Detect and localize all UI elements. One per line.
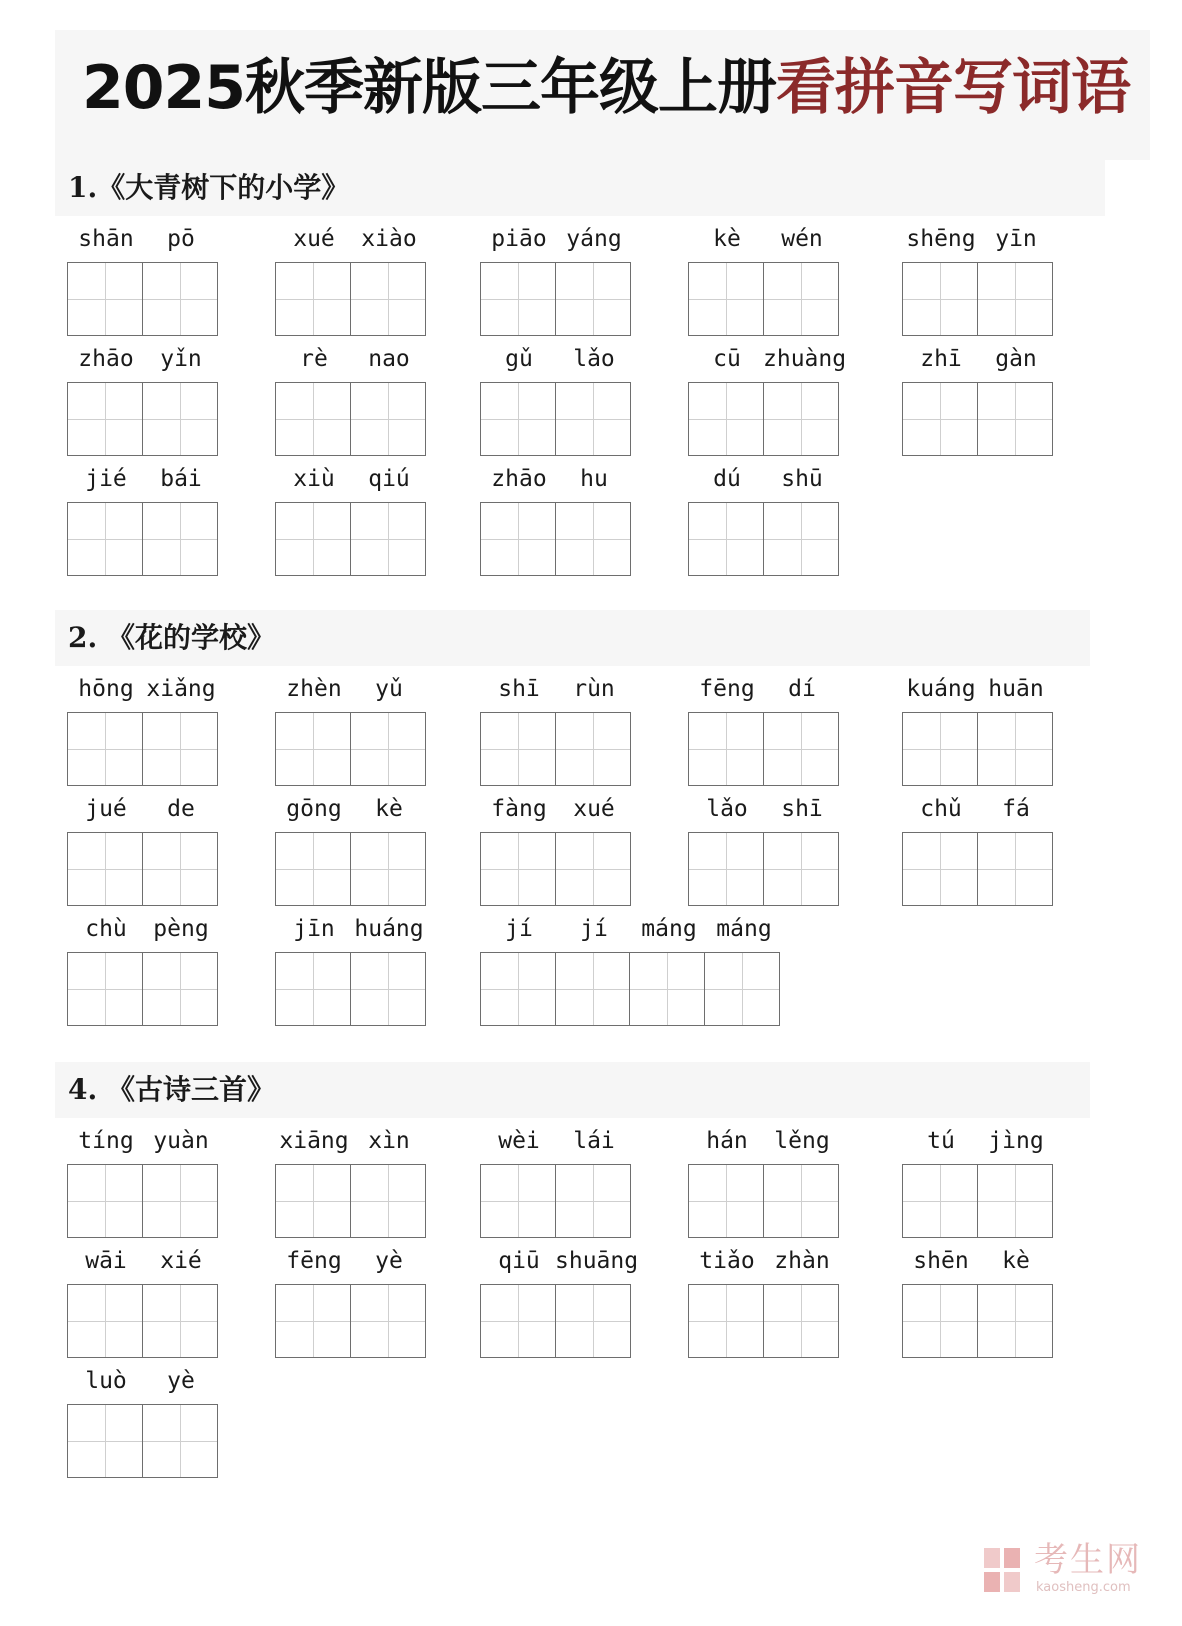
word-item xyxy=(480,338,636,463)
pinyin-syllable: wén xyxy=(781,226,823,252)
pinyin-row xyxy=(902,1240,1058,1280)
writing-cell[interactable] xyxy=(977,712,1053,786)
pinyin-syllable: zhèn xyxy=(286,676,342,702)
pinyin-syllable: gǔ xyxy=(505,346,533,372)
word-item xyxy=(275,218,431,343)
pinyin-syllable: zhuàng xyxy=(763,346,847,372)
pinyin-syllable: kè xyxy=(375,796,403,822)
pinyin-row xyxy=(275,1120,431,1160)
tianzige-grid xyxy=(275,502,424,578)
pinyin-syllable: jīn xyxy=(293,916,335,942)
word-item xyxy=(480,1240,639,1365)
pinyin-row xyxy=(480,908,786,948)
pinyin-syllable: rè xyxy=(300,346,328,372)
pinyin-syllable: tiǎo xyxy=(699,1248,755,1274)
pinyin-syllable: jí xyxy=(505,916,533,942)
word-item xyxy=(688,788,844,913)
word-item xyxy=(67,668,223,793)
word-item xyxy=(480,908,786,1033)
tianzige-grid xyxy=(275,712,424,788)
pinyin-syllable: huáng xyxy=(354,916,424,942)
tianzige-grid xyxy=(480,1164,629,1240)
pinyin-syllable: pèng xyxy=(153,916,209,942)
section-heading: 2. 《花的学校》 xyxy=(68,621,275,654)
pinyin-row xyxy=(902,338,1058,378)
pinyin-syllable: shēn xyxy=(913,1248,969,1274)
writing-cell[interactable] xyxy=(67,1404,143,1478)
pinyin-syllable: shān xyxy=(78,226,134,252)
pinyin-syllable: qiú xyxy=(368,466,410,492)
writing-cell[interactable] xyxy=(142,1284,218,1358)
pinyin-syllable: xiào xyxy=(361,226,417,252)
tianzige-grid xyxy=(688,382,837,458)
tianzige-grid xyxy=(480,382,629,458)
writing-cell[interactable] xyxy=(350,502,426,576)
writing-cell[interactable] xyxy=(902,1164,978,1238)
writing-cell[interactable] xyxy=(67,262,143,336)
tianzige-grid xyxy=(480,952,778,1028)
tianzige-grid xyxy=(275,262,424,338)
pinyin-row xyxy=(688,338,847,378)
pinyin-row xyxy=(902,218,1058,258)
pinyin-syllable: hōng xyxy=(78,676,134,702)
pinyin-syllable: fá xyxy=(1002,796,1030,822)
word-item xyxy=(275,338,431,463)
writing-cell[interactable] xyxy=(977,1284,1053,1358)
word-item xyxy=(67,1240,223,1365)
pinyin-syllable: yīn xyxy=(995,226,1037,252)
pinyin-syllable: shēng xyxy=(906,226,976,252)
pinyin-syllable: jué xyxy=(85,796,127,822)
writing-cell[interactable] xyxy=(350,262,426,336)
tianzige-grid xyxy=(275,952,424,1028)
section-1 xyxy=(0,160,1182,610)
writing-cell[interactable] xyxy=(142,1164,218,1238)
pinyin-syllable: de xyxy=(167,796,195,822)
pinyin-row xyxy=(67,338,223,378)
writing-cell[interactable] xyxy=(902,712,978,786)
pinyin-syllable: máng xyxy=(716,916,772,942)
writing-cell[interactable] xyxy=(902,832,978,906)
tianzige-grid xyxy=(480,832,629,908)
word-item xyxy=(688,338,847,463)
writing-cell[interactable] xyxy=(629,952,705,1026)
writing-cell[interactable] xyxy=(275,952,351,1026)
pinyin-syllable: yè xyxy=(167,1368,195,1394)
word-item xyxy=(275,668,431,793)
tianzige-grid xyxy=(902,382,1051,458)
writing-cell[interactable] xyxy=(350,1284,426,1358)
pinyin-syllable: yuàn xyxy=(153,1128,209,1154)
writing-cell[interactable] xyxy=(902,1284,978,1358)
pinyin-syllable: gōng xyxy=(286,796,342,822)
writing-cell[interactable] xyxy=(480,952,556,1026)
writing-cell[interactable] xyxy=(763,1284,839,1358)
kaosheng-logo-icon xyxy=(982,1546,1024,1596)
pinyin-row xyxy=(902,1120,1058,1160)
pinyin-syllable: lǎo xyxy=(573,346,615,372)
pinyin-row xyxy=(480,218,636,258)
pinyin-row xyxy=(67,788,223,828)
pinyin-syllable: lǎo xyxy=(706,796,748,822)
pinyin-row xyxy=(275,218,431,258)
word-item xyxy=(480,218,636,343)
writing-cell[interactable] xyxy=(688,502,764,576)
writing-cell[interactable] xyxy=(688,382,764,456)
writing-cell[interactable] xyxy=(480,382,556,456)
tianzige-grid xyxy=(688,262,837,338)
pinyin-row xyxy=(67,668,223,708)
word-item xyxy=(688,218,844,343)
writing-cell[interactable] xyxy=(763,832,839,906)
writing-cell[interactable] xyxy=(763,382,839,456)
pinyin-syllable: chǔ xyxy=(920,796,962,822)
pinyin-row xyxy=(480,338,636,378)
pinyin-row xyxy=(67,1240,223,1280)
tianzige-grid xyxy=(902,1164,1051,1240)
writing-cell[interactable] xyxy=(688,262,764,336)
tianzige-grid xyxy=(67,262,216,338)
tianzige-grid xyxy=(688,832,837,908)
writing-cell[interactable] xyxy=(67,1164,143,1238)
watermark xyxy=(982,1540,1152,1604)
word-item xyxy=(902,218,1058,343)
pinyin-row xyxy=(67,1360,223,1400)
word-item xyxy=(688,1240,844,1365)
writing-cell[interactable] xyxy=(555,1164,631,1238)
word-item xyxy=(67,1120,223,1245)
pinyin-syllable: pō xyxy=(167,226,195,252)
writing-cell[interactable] xyxy=(67,712,143,786)
writing-cell[interactable] xyxy=(480,832,556,906)
pinyin-row xyxy=(902,788,1058,828)
pinyin-syllable: zhāo xyxy=(78,346,134,372)
word-item xyxy=(480,458,636,583)
pinyin-syllable: lái xyxy=(573,1128,615,1154)
section-heading: 4. 《古诗三首》 xyxy=(68,1073,275,1106)
tianzige-grid xyxy=(902,1284,1051,1360)
writing-cell[interactable] xyxy=(67,502,143,576)
pinyin-syllable: xiāng xyxy=(279,1128,349,1154)
writing-cell[interactable] xyxy=(480,712,556,786)
tianzige-grid xyxy=(67,832,216,908)
tianzige-grid xyxy=(275,1284,424,1360)
writing-cell[interactable] xyxy=(555,1284,631,1358)
pinyin-syllable: xué xyxy=(573,796,615,822)
writing-cell[interactable] xyxy=(763,502,839,576)
writing-cell[interactable] xyxy=(142,832,218,906)
pinyin-syllable: xiù xyxy=(293,466,335,492)
writing-cell[interactable] xyxy=(704,952,780,1026)
writing-cell[interactable] xyxy=(763,712,839,786)
pinyin-row xyxy=(275,458,431,498)
pinyin-row xyxy=(275,908,431,948)
tianzige-grid xyxy=(480,1284,629,1360)
word-item xyxy=(275,458,431,583)
tianzige-grid xyxy=(67,1284,216,1360)
title-main: 2025秋季新版三年级上册 xyxy=(82,53,776,123)
writing-cell[interactable] xyxy=(142,262,218,336)
pinyin-row xyxy=(67,218,223,258)
word-item xyxy=(480,668,636,793)
pinyin-syllable: tíng xyxy=(78,1128,134,1154)
writing-cell[interactable] xyxy=(555,262,631,336)
tianzige-grid xyxy=(902,712,1051,788)
word-item xyxy=(480,788,636,913)
writing-cell[interactable] xyxy=(763,262,839,336)
writing-cell[interactable] xyxy=(688,1284,764,1358)
writing-cell[interactable] xyxy=(350,832,426,906)
pinyin-syllable: kè xyxy=(1002,1248,1030,1274)
pinyin-syllable: zhàn xyxy=(774,1248,830,1274)
pinyin-syllable: gàn xyxy=(995,346,1037,372)
word-item xyxy=(67,1360,223,1485)
writing-cell[interactable] xyxy=(350,952,426,1026)
pinyin-row xyxy=(275,788,431,828)
writing-cell[interactable] xyxy=(480,502,556,576)
writing-cell[interactable] xyxy=(555,952,631,1026)
pinyin-syllable: kè xyxy=(713,226,741,252)
tianzige-grid xyxy=(480,502,629,578)
pinyin-syllable: rùn xyxy=(573,676,615,702)
pinyin-syllable: kuáng xyxy=(906,676,976,702)
pinyin-syllable: fēng xyxy=(286,1248,342,1274)
tianzige-grid xyxy=(688,502,837,578)
pinyin-row xyxy=(688,458,844,498)
tianzige-grid xyxy=(275,382,424,458)
pinyin-syllable: fàng xyxy=(491,796,547,822)
pinyin-syllable: dú xyxy=(713,466,741,492)
pinyin-row xyxy=(688,668,844,708)
writing-cell[interactable] xyxy=(350,712,426,786)
watermark-text: 考生网 xyxy=(1034,1540,1142,1580)
pinyin-row xyxy=(67,1120,223,1160)
writing-cell[interactable] xyxy=(763,1164,839,1238)
writing-cell[interactable] xyxy=(555,382,631,456)
tianzige-grid xyxy=(67,712,216,788)
tianzige-grid xyxy=(67,502,216,578)
pinyin-row xyxy=(480,1120,636,1160)
writing-cell[interactable] xyxy=(480,1284,556,1358)
pinyin-syllable: zhī xyxy=(920,346,962,372)
word-item xyxy=(67,218,223,343)
pinyin-syllable: luò xyxy=(85,1368,127,1394)
pinyin-syllable: jié xyxy=(85,466,127,492)
writing-cell[interactable] xyxy=(555,502,631,576)
word-item xyxy=(67,788,223,913)
tianzige-grid xyxy=(688,712,837,788)
writing-cell[interactable] xyxy=(350,382,426,456)
writing-cell[interactable] xyxy=(275,1284,351,1358)
pinyin-syllable: tú xyxy=(927,1128,955,1154)
word-item xyxy=(480,1120,636,1245)
writing-cell[interactable] xyxy=(275,832,351,906)
pinyin-syllable: wāi xyxy=(85,1248,127,1274)
writing-cell[interactable] xyxy=(67,952,143,1026)
pinyin-syllable: zhāo xyxy=(491,466,547,492)
writing-cell[interactable] xyxy=(142,382,218,456)
pinyin-syllable: nao xyxy=(368,346,410,372)
word-item xyxy=(275,1120,431,1245)
pinyin-syllable: yǐn xyxy=(160,346,202,372)
pinyin-syllable: yè xyxy=(375,1248,403,1274)
writing-cell[interactable] xyxy=(977,382,1053,456)
section-2 xyxy=(0,610,1182,1060)
pinyin-syllable: huān xyxy=(988,676,1044,702)
pinyin-syllable: shuāng xyxy=(555,1248,639,1274)
page-title xyxy=(82,52,1130,124)
word-item xyxy=(902,1120,1058,1245)
writing-cell[interactable] xyxy=(142,952,218,1026)
title-highlight: 看拼音写词语 xyxy=(776,53,1130,123)
writing-cell[interactable] xyxy=(67,382,143,456)
tianzige-grid xyxy=(902,262,1051,338)
writing-cell[interactable] xyxy=(142,712,218,786)
writing-cell[interactable] xyxy=(555,712,631,786)
tianzige-grid xyxy=(67,1164,216,1240)
writing-cell[interactable] xyxy=(977,832,1053,906)
pinyin-syllable: xìn xyxy=(368,1128,410,1154)
word-item xyxy=(902,338,1058,463)
pinyin-syllable: shū xyxy=(781,466,823,492)
tianzige-grid xyxy=(480,712,629,788)
writing-cell[interactable] xyxy=(688,832,764,906)
pinyin-row xyxy=(67,908,223,948)
tianzige-grid xyxy=(67,382,216,458)
pinyin-syllable: wèi xyxy=(498,1128,540,1154)
writing-cell[interactable] xyxy=(688,712,764,786)
word-item xyxy=(688,458,844,583)
writing-cell[interactable] xyxy=(275,712,351,786)
word-item xyxy=(902,788,1058,913)
word-item xyxy=(275,788,431,913)
writing-cell[interactable] xyxy=(977,262,1053,336)
pinyin-row xyxy=(688,1240,844,1280)
word-item xyxy=(688,668,844,793)
writing-cell[interactable] xyxy=(275,262,351,336)
writing-cell[interactable] xyxy=(555,832,631,906)
pinyin-syllable: lěng xyxy=(774,1128,830,1154)
writing-cell[interactable] xyxy=(350,1164,426,1238)
tianzige-grid xyxy=(275,832,424,908)
pinyin-row xyxy=(688,788,844,828)
writing-cell[interactable] xyxy=(902,382,978,456)
pinyin-syllable: dí xyxy=(788,676,816,702)
section-3 xyxy=(0,1062,1182,1512)
pinyin-syllable: hán xyxy=(706,1128,748,1154)
tianzige-grid xyxy=(688,1164,837,1240)
pinyin-row xyxy=(480,668,636,708)
pinyin-row xyxy=(480,788,636,828)
pinyin-row xyxy=(67,458,223,498)
writing-cell[interactable] xyxy=(142,502,218,576)
writing-cell[interactable] xyxy=(67,832,143,906)
tianzige-grid xyxy=(67,952,216,1028)
writing-cell[interactable] xyxy=(67,1284,143,1358)
pinyin-row xyxy=(275,1240,431,1280)
writing-cell[interactable] xyxy=(977,1164,1053,1238)
tianzige-grid xyxy=(902,832,1051,908)
pinyin-row xyxy=(480,458,636,498)
word-item xyxy=(902,668,1058,793)
word-item xyxy=(67,908,223,1033)
tianzige-grid xyxy=(688,1284,837,1360)
tianzige-grid xyxy=(275,1164,424,1240)
tianzige-grid xyxy=(480,262,629,338)
pinyin-syllable: jìng xyxy=(988,1128,1044,1154)
pinyin-row xyxy=(688,218,844,258)
pinyin-syllable: shī xyxy=(498,676,540,702)
pinyin-row xyxy=(275,338,431,378)
watermark-url: kaosheng.com xyxy=(1036,1580,1131,1595)
pinyin-row xyxy=(688,1120,844,1160)
pinyin-syllable: yáng xyxy=(566,226,622,252)
pinyin-syllable: xié xyxy=(160,1248,202,1274)
section-heading: 1.《大青树下的小学》 xyxy=(68,171,350,204)
pinyin-syllable: shī xyxy=(781,796,823,822)
pinyin-syllable: jí xyxy=(580,916,608,942)
pinyin-syllable: yǔ xyxy=(375,676,403,702)
writing-cell[interactable] xyxy=(688,1164,764,1238)
word-item xyxy=(688,1120,844,1245)
word-item xyxy=(902,1240,1058,1365)
pinyin-syllable: bái xyxy=(160,466,202,492)
pinyin-syllable: xiǎng xyxy=(146,676,216,702)
pinyin-syllable: piāo xyxy=(491,226,547,252)
pinyin-row xyxy=(275,668,431,708)
pinyin-syllable: hu xyxy=(580,466,608,492)
writing-cell[interactable] xyxy=(275,502,351,576)
pinyin-syllable: qiū xyxy=(498,1248,540,1274)
tianzige-grid xyxy=(67,1404,216,1480)
word-item xyxy=(67,458,223,583)
writing-cell[interactable] xyxy=(275,382,351,456)
writing-cell[interactable] xyxy=(480,1164,556,1238)
writing-cell[interactable] xyxy=(902,262,978,336)
writing-cell[interactable] xyxy=(142,1404,218,1478)
pinyin-row xyxy=(902,668,1058,708)
pinyin-syllable: chù xyxy=(85,916,127,942)
pinyin-syllable: cū xyxy=(713,346,741,372)
writing-cell[interactable] xyxy=(480,262,556,336)
word-item xyxy=(275,908,431,1033)
pinyin-syllable: máng xyxy=(641,916,697,942)
pinyin-syllable: xué xyxy=(293,226,335,252)
pinyin-row xyxy=(480,1240,639,1280)
word-item xyxy=(67,338,223,463)
pinyin-syllable: fēng xyxy=(699,676,755,702)
word-item xyxy=(275,1240,431,1365)
writing-cell[interactable] xyxy=(275,1164,351,1238)
